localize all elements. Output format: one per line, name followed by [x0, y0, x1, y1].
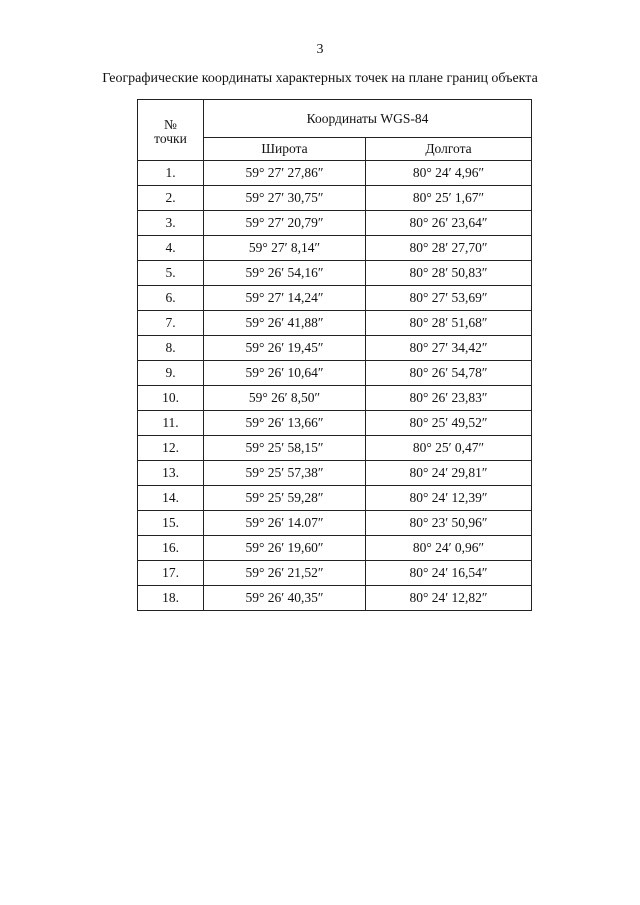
- point-number-cell: 10.: [138, 386, 204, 411]
- longitude-cell: 80° 24′ 4,96″: [366, 161, 532, 186]
- point-number-cell: 3.: [138, 211, 204, 236]
- longitude-cell: 80° 25′ 49,52″: [366, 411, 532, 436]
- page-number: 3: [316, 42, 324, 57]
- point-number-cell: 1.: [138, 161, 204, 186]
- latitude-cell: 59° 27′ 20,79″: [204, 211, 366, 236]
- coordinates-header: Координаты WGS-84: [204, 100, 532, 138]
- table-row: [138, 186, 532, 211]
- longitude-cell: 80° 24′ 0,96″: [366, 536, 532, 561]
- point-number-cell: 15.: [138, 511, 204, 536]
- longitude-cell: 80° 24′ 16,54″: [366, 561, 532, 586]
- latitude-cell: 59° 26′ 41,88″: [204, 311, 366, 336]
- table-row: [138, 236, 532, 261]
- latitude-cell: 59° 26′ 40,35″: [204, 586, 366, 611]
- latitude-cell: 59° 27′ 30,75″: [204, 186, 366, 211]
- table-header-row: [138, 100, 532, 138]
- point-number-cell: 8.: [138, 336, 204, 361]
- longitude-cell: 80° 23′ 50,96″: [366, 511, 532, 536]
- table-row: [138, 561, 532, 586]
- point-number-header: [138, 100, 204, 161]
- latitude-cell: 59° 25′ 59,28″: [204, 486, 366, 511]
- longitude-cell: 80° 26′ 54,78″: [366, 361, 532, 386]
- latitude-cell: 59° 26′ 19,60″: [204, 536, 366, 561]
- table-row: [138, 336, 532, 361]
- longitude-cell: 80° 28′ 50,83″: [366, 261, 532, 286]
- table-row: [138, 261, 532, 286]
- longitude-cell: 80° 28′ 51,68″: [366, 311, 532, 336]
- table-body: [138, 161, 532, 611]
- longitude-cell: 80° 27′ 34,42″: [366, 336, 532, 361]
- table-row: [138, 436, 532, 461]
- latitude-cell: 59° 25′ 57,38″: [204, 461, 366, 486]
- table-row: [138, 161, 532, 186]
- latitude-cell: 59° 26′ 13,66″: [204, 411, 366, 436]
- longitude-cell: 80° 24′ 12,82″: [366, 586, 532, 611]
- point-number-cell: 6.: [138, 286, 204, 311]
- point-number-cell: 16.: [138, 536, 204, 561]
- point-number-cell: 11.: [138, 411, 204, 436]
- latitude-cell: 59° 26′ 10,64″: [204, 361, 366, 386]
- latitude-cell: 59° 26′ 14.07″: [204, 511, 366, 536]
- latitude-header: Широта: [204, 138, 366, 161]
- table-row: [138, 386, 532, 411]
- longitude-cell: 80° 26′ 23,64″: [366, 211, 532, 236]
- longitude-cell: 80° 24′ 12,39″: [366, 486, 532, 511]
- point-number-cell: 5.: [138, 261, 204, 286]
- table-row: [138, 286, 532, 311]
- coordinates-table: [137, 99, 532, 611]
- longitude-cell: 80° 25′ 1,67″: [366, 186, 532, 211]
- point-number-cell: 17.: [138, 561, 204, 586]
- point-number-cell: 9.: [138, 361, 204, 386]
- point-number-cell: 14.: [138, 486, 204, 511]
- latitude-cell: 59° 26′ 21,52″: [204, 561, 366, 586]
- longitude-cell: 80° 24′ 29,81″: [366, 461, 532, 486]
- longitude-cell: 80° 28′ 27,70″: [366, 236, 532, 261]
- latitude-cell: 59° 27′ 27,86″: [204, 161, 366, 186]
- point-number-cell: 18.: [138, 586, 204, 611]
- document-title: Географические координаты характерных точек на плане границ объекта: [102, 71, 538, 86]
- longitude-header: Долгота: [366, 138, 532, 161]
- table-row: [138, 411, 532, 436]
- latitude-cell: 59° 26′ 8,50″: [204, 386, 366, 411]
- point-number-cell: 12.: [138, 436, 204, 461]
- longitude-cell: 80° 27′ 53,69″: [366, 286, 532, 311]
- table-row: [138, 361, 532, 386]
- latitude-cell: 59° 27′ 14,24″: [204, 286, 366, 311]
- point-number-cell: 4.: [138, 236, 204, 261]
- table-row: [138, 211, 532, 236]
- latitude-cell: 59° 25′ 58,15″: [204, 436, 366, 461]
- table-row: [138, 536, 532, 561]
- point-number-header-line2: точки: [154, 131, 187, 146]
- point-number-cell: 13.: [138, 461, 204, 486]
- point-number-header-line1: №: [164, 117, 177, 132]
- table-row: [138, 311, 532, 336]
- longitude-cell: 80° 26′ 23,83″: [366, 386, 532, 411]
- point-number-cell: 7.: [138, 311, 204, 336]
- table-row: [138, 461, 532, 486]
- latitude-cell: 59° 26′ 19,45″: [204, 336, 366, 361]
- table-row: [138, 511, 532, 536]
- longitude-cell: 80° 25′ 0,47″: [366, 436, 532, 461]
- latitude-cell: 59° 27′ 8,14″: [204, 236, 366, 261]
- latitude-cell: 59° 26′ 54,16″: [204, 261, 366, 286]
- point-number-cell: 2.: [138, 186, 204, 211]
- table-row: [138, 586, 532, 611]
- table-row: [138, 486, 532, 511]
